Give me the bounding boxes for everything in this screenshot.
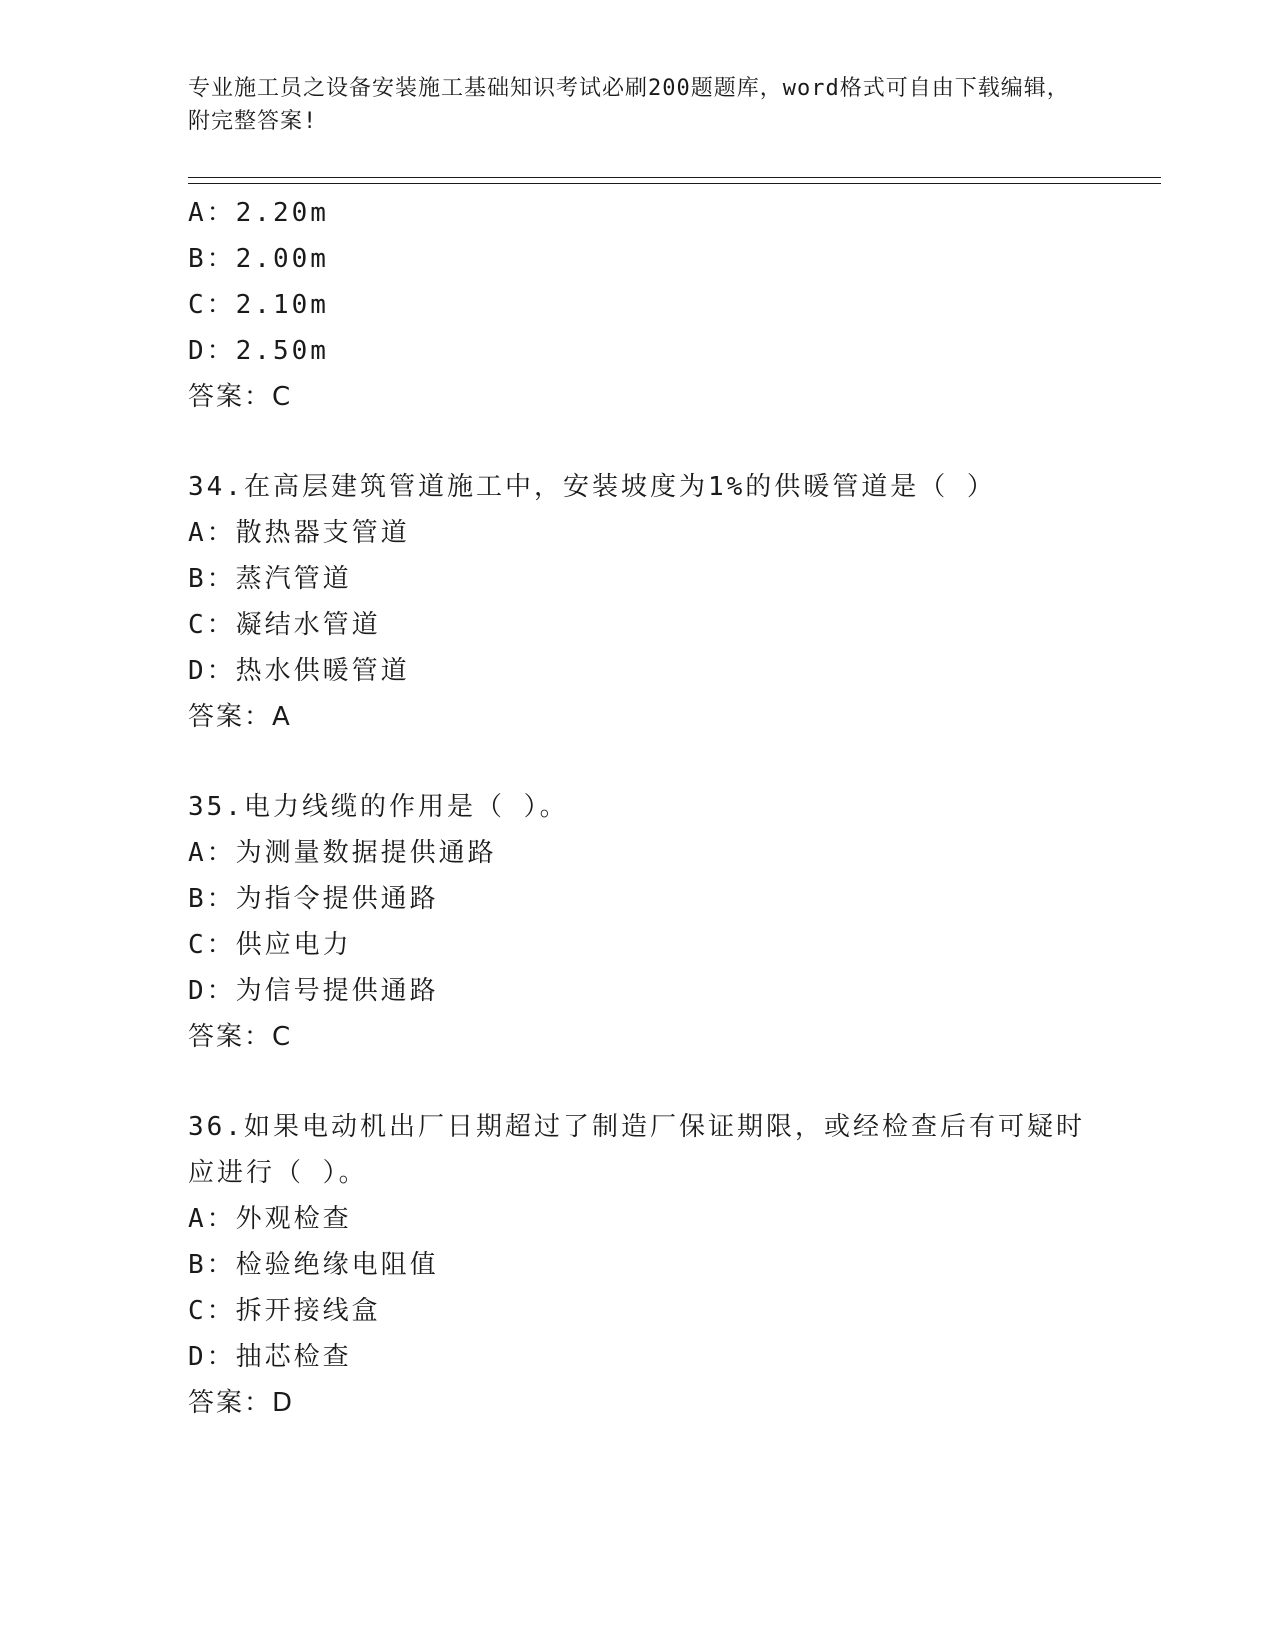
option-c: C：供应电力 — [188, 930, 352, 960]
option-d: D：热水供暖管道 — [188, 656, 410, 686]
question-text: 36.如果电动机出厂日期超过了制造厂保证期限，或经检查后有可疑时应进行（ ）。 — [188, 1112, 1085, 1188]
header-divider-top — [188, 177, 1161, 178]
question-text: 35.电力线缆的作用是（ ）。 — [188, 792, 569, 822]
option-d: D：抽芯检查 — [188, 1342, 352, 1372]
option-b: B：2.00m — [188, 244, 329, 274]
question-block-36 — [188, 1104, 1158, 1426]
answer-line: 答案：C — [188, 1022, 293, 1052]
document-header: 专业施工员之设备安装施工基础知识考试必刷200题题库，word格式可自由下载编辑，附完整答案! — [188, 76, 1070, 134]
header-divider-bottom — [188, 183, 1161, 184]
spacer — [188, 1060, 1158, 1104]
option-d: D：2.50m — [188, 336, 329, 366]
question-list — [188, 190, 1158, 1426]
option-a: A：2.20m — [188, 198, 329, 228]
question-block-35 — [188, 784, 1158, 1060]
spacer — [188, 740, 1158, 784]
option-a: A：为测量数据提供通路 — [188, 838, 497, 868]
option-b: B：检验绝缘电阻值 — [188, 1250, 439, 1280]
option-b: B：为指令提供通路 — [188, 884, 439, 914]
option-c: C：凝结水管道 — [188, 610, 381, 640]
question-block-33 — [188, 190, 1158, 420]
option-c: C：拆开接线盒 — [188, 1296, 381, 1326]
option-d: D：为信号提供通路 — [188, 976, 439, 1006]
question-text: 34.在高层建筑管道施工中，安装坡度为1%的供暖管道是（ ） — [188, 472, 996, 502]
spacer — [188, 420, 1158, 464]
question-block-34 — [188, 464, 1158, 740]
answer-line: 答案：D — [188, 1388, 295, 1418]
answer-line: 答案：C — [188, 382, 293, 412]
answer-line: 答案：A — [188, 702, 292, 732]
option-c: C：2.10m — [188, 290, 329, 320]
option-a: A：散热器支管道 — [188, 518, 410, 548]
option-b: B：蒸汽管道 — [188, 564, 352, 594]
option-a: A：外观检查 — [188, 1204, 352, 1234]
